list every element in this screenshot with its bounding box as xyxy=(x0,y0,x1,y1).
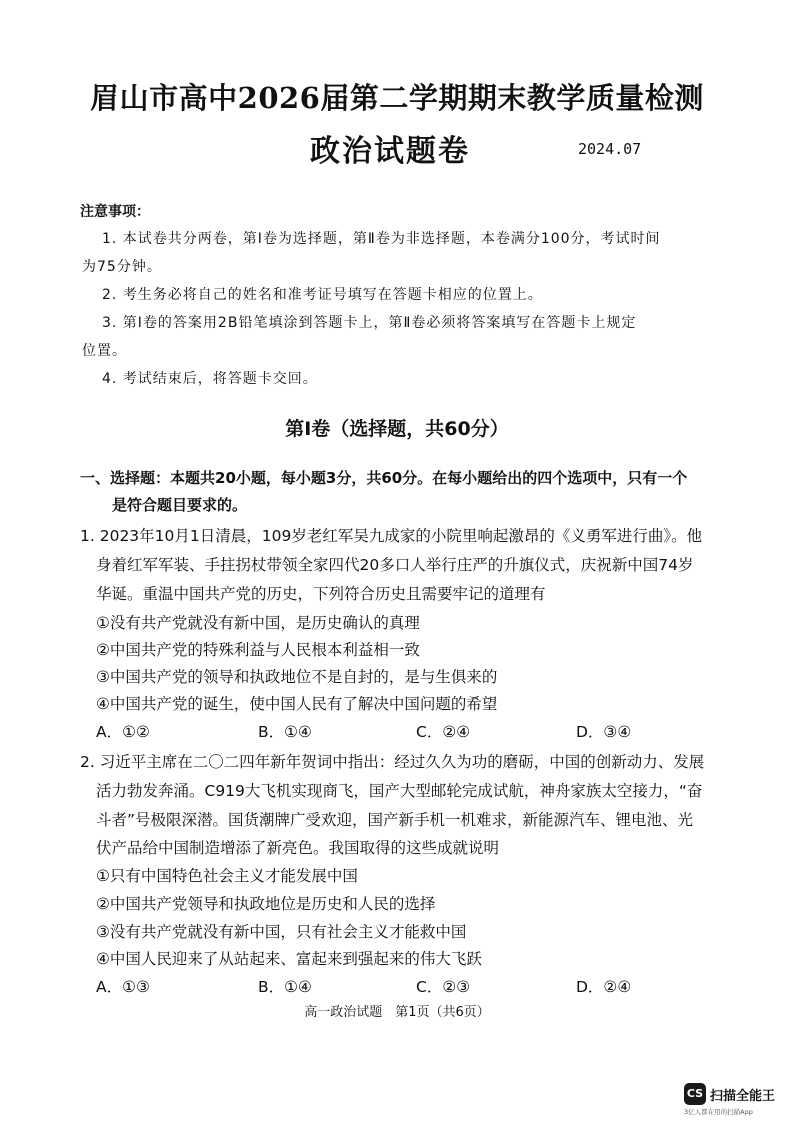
question-2-option-d[interactable]: D．②④ xyxy=(576,978,632,996)
question-1-stem: 华诞。重温中国共产党的历史，下列符合历史且需要牢记的道理有 xyxy=(96,585,546,603)
notice-line: 3. 第Ⅰ卷的答案用2B铅笔填涂到答题卡上，第Ⅱ卷必须将答案填写在答题卡上规定 xyxy=(102,315,637,331)
question-2-item: ③没有共产党就没有新中国，只有社会主义才能救中国 xyxy=(96,923,467,941)
section-instruction: 是符合题目要求的。 xyxy=(112,496,248,514)
notice-line: 4. 考试结束后，将答题卡交回。 xyxy=(102,371,318,387)
exam-subtitle: 政治试题卷 xyxy=(310,134,470,169)
scanner-tagline: 3亿人都在用的扫描App xyxy=(684,1108,753,1116)
question-2-stem: 活力勃发奔涌。C919大飞机实现商飞，国产大型邮轮完成试航，神舟家族太空接力，“奋 xyxy=(96,782,703,800)
question-2-item: ④中国人民迎来了从站起来、富起来到强起来的伟大飞跃 xyxy=(96,950,482,968)
question-1-stem: 身着红军军装、手拄拐杖带领全家四代20多口人举行庄严的升旗仪式，庆祝新中国74岁 xyxy=(96,556,694,574)
question-1-item: ④中国共产党的诞生，使中国人民有了解决中国问题的希望 xyxy=(96,695,498,713)
exam-date: 2024.07 xyxy=(578,140,642,158)
question-2-stem: 2. 习近平主席在二〇二四年新年贺词中指出：经过久久为功的磨砺，中国的创新动力、发展 xyxy=(80,753,705,771)
question-2-option-b[interactable]: B．①④ xyxy=(258,978,312,996)
exam-title: 眉山市高中2026届第二学期期末教学质量检测 xyxy=(90,81,704,115)
question-1-option-a[interactable]: A．①② xyxy=(96,723,150,741)
scanner-watermark xyxy=(684,1083,784,1117)
page-footer: 高一政治试题 第1页（共6页） xyxy=(304,1005,490,1020)
cs-logo-icon: CS xyxy=(684,1083,706,1105)
question-2-stem: 斗者”号极限深潜。国货潮牌广受欢迎，国产新手机一机难求，新能源汽车、锂电池、光 xyxy=(96,811,694,829)
question-2-option-a[interactable]: A．①③ xyxy=(96,978,150,996)
question-2-item: ②中国共产党领导和执政地位是历史和人民的选择 xyxy=(96,895,436,913)
section-instruction: 一、选择题：本题共20小题，每小题3分，共60分。在每小题给出的四个选项中，只有一个 xyxy=(80,469,688,487)
question-1-stem: 1. 2023年10月1日清晨，109岁老红军吴九成家的小院里响起激昂的《义勇军进行曲》。他 xyxy=(80,527,703,545)
question-1-option-d[interactable]: D．③④ xyxy=(576,723,632,741)
question-2-stem: 伏产品给中国制造增添了新亮色。我国取得的这些成就说明 xyxy=(96,839,500,857)
notice-heading: 注意事项： xyxy=(80,204,150,220)
question-2-item: ①只有中国特色社会主义才能发展中国 xyxy=(96,867,358,885)
section-title: 第Ⅰ卷（选择题，共60分） xyxy=(285,418,509,440)
notice-line: 位置。 xyxy=(82,343,127,359)
notice-line: 1. 本试卷共分两卷，第Ⅰ卷为选择题，第Ⅱ卷为非选择题，本卷满分100分，考试时间 xyxy=(102,231,661,247)
question-1-item: ①没有共产党就没有新中国，是历史确认的真理 xyxy=(96,614,420,632)
scanner-app-name: 扫描全能王 xyxy=(710,1089,776,1104)
question-1-item: ③中国共产党的领导和执政地位不是自封的，是与生俱来的 xyxy=(96,668,498,686)
question-1-option-b[interactable]: B．①④ xyxy=(258,723,312,741)
question-1-item: ②中国共产党的特殊利益与人民根本利益相一致 xyxy=(96,641,420,659)
question-2-option-c[interactable]: C．②③ xyxy=(416,978,471,996)
notice-line: 2. 考生务必将自己的姓名和准考证号填写在答题卡相应的位置上。 xyxy=(102,287,543,303)
notice-line: 为75分钟。 xyxy=(82,259,162,275)
question-1-option-c[interactable]: C．②④ xyxy=(416,723,471,741)
